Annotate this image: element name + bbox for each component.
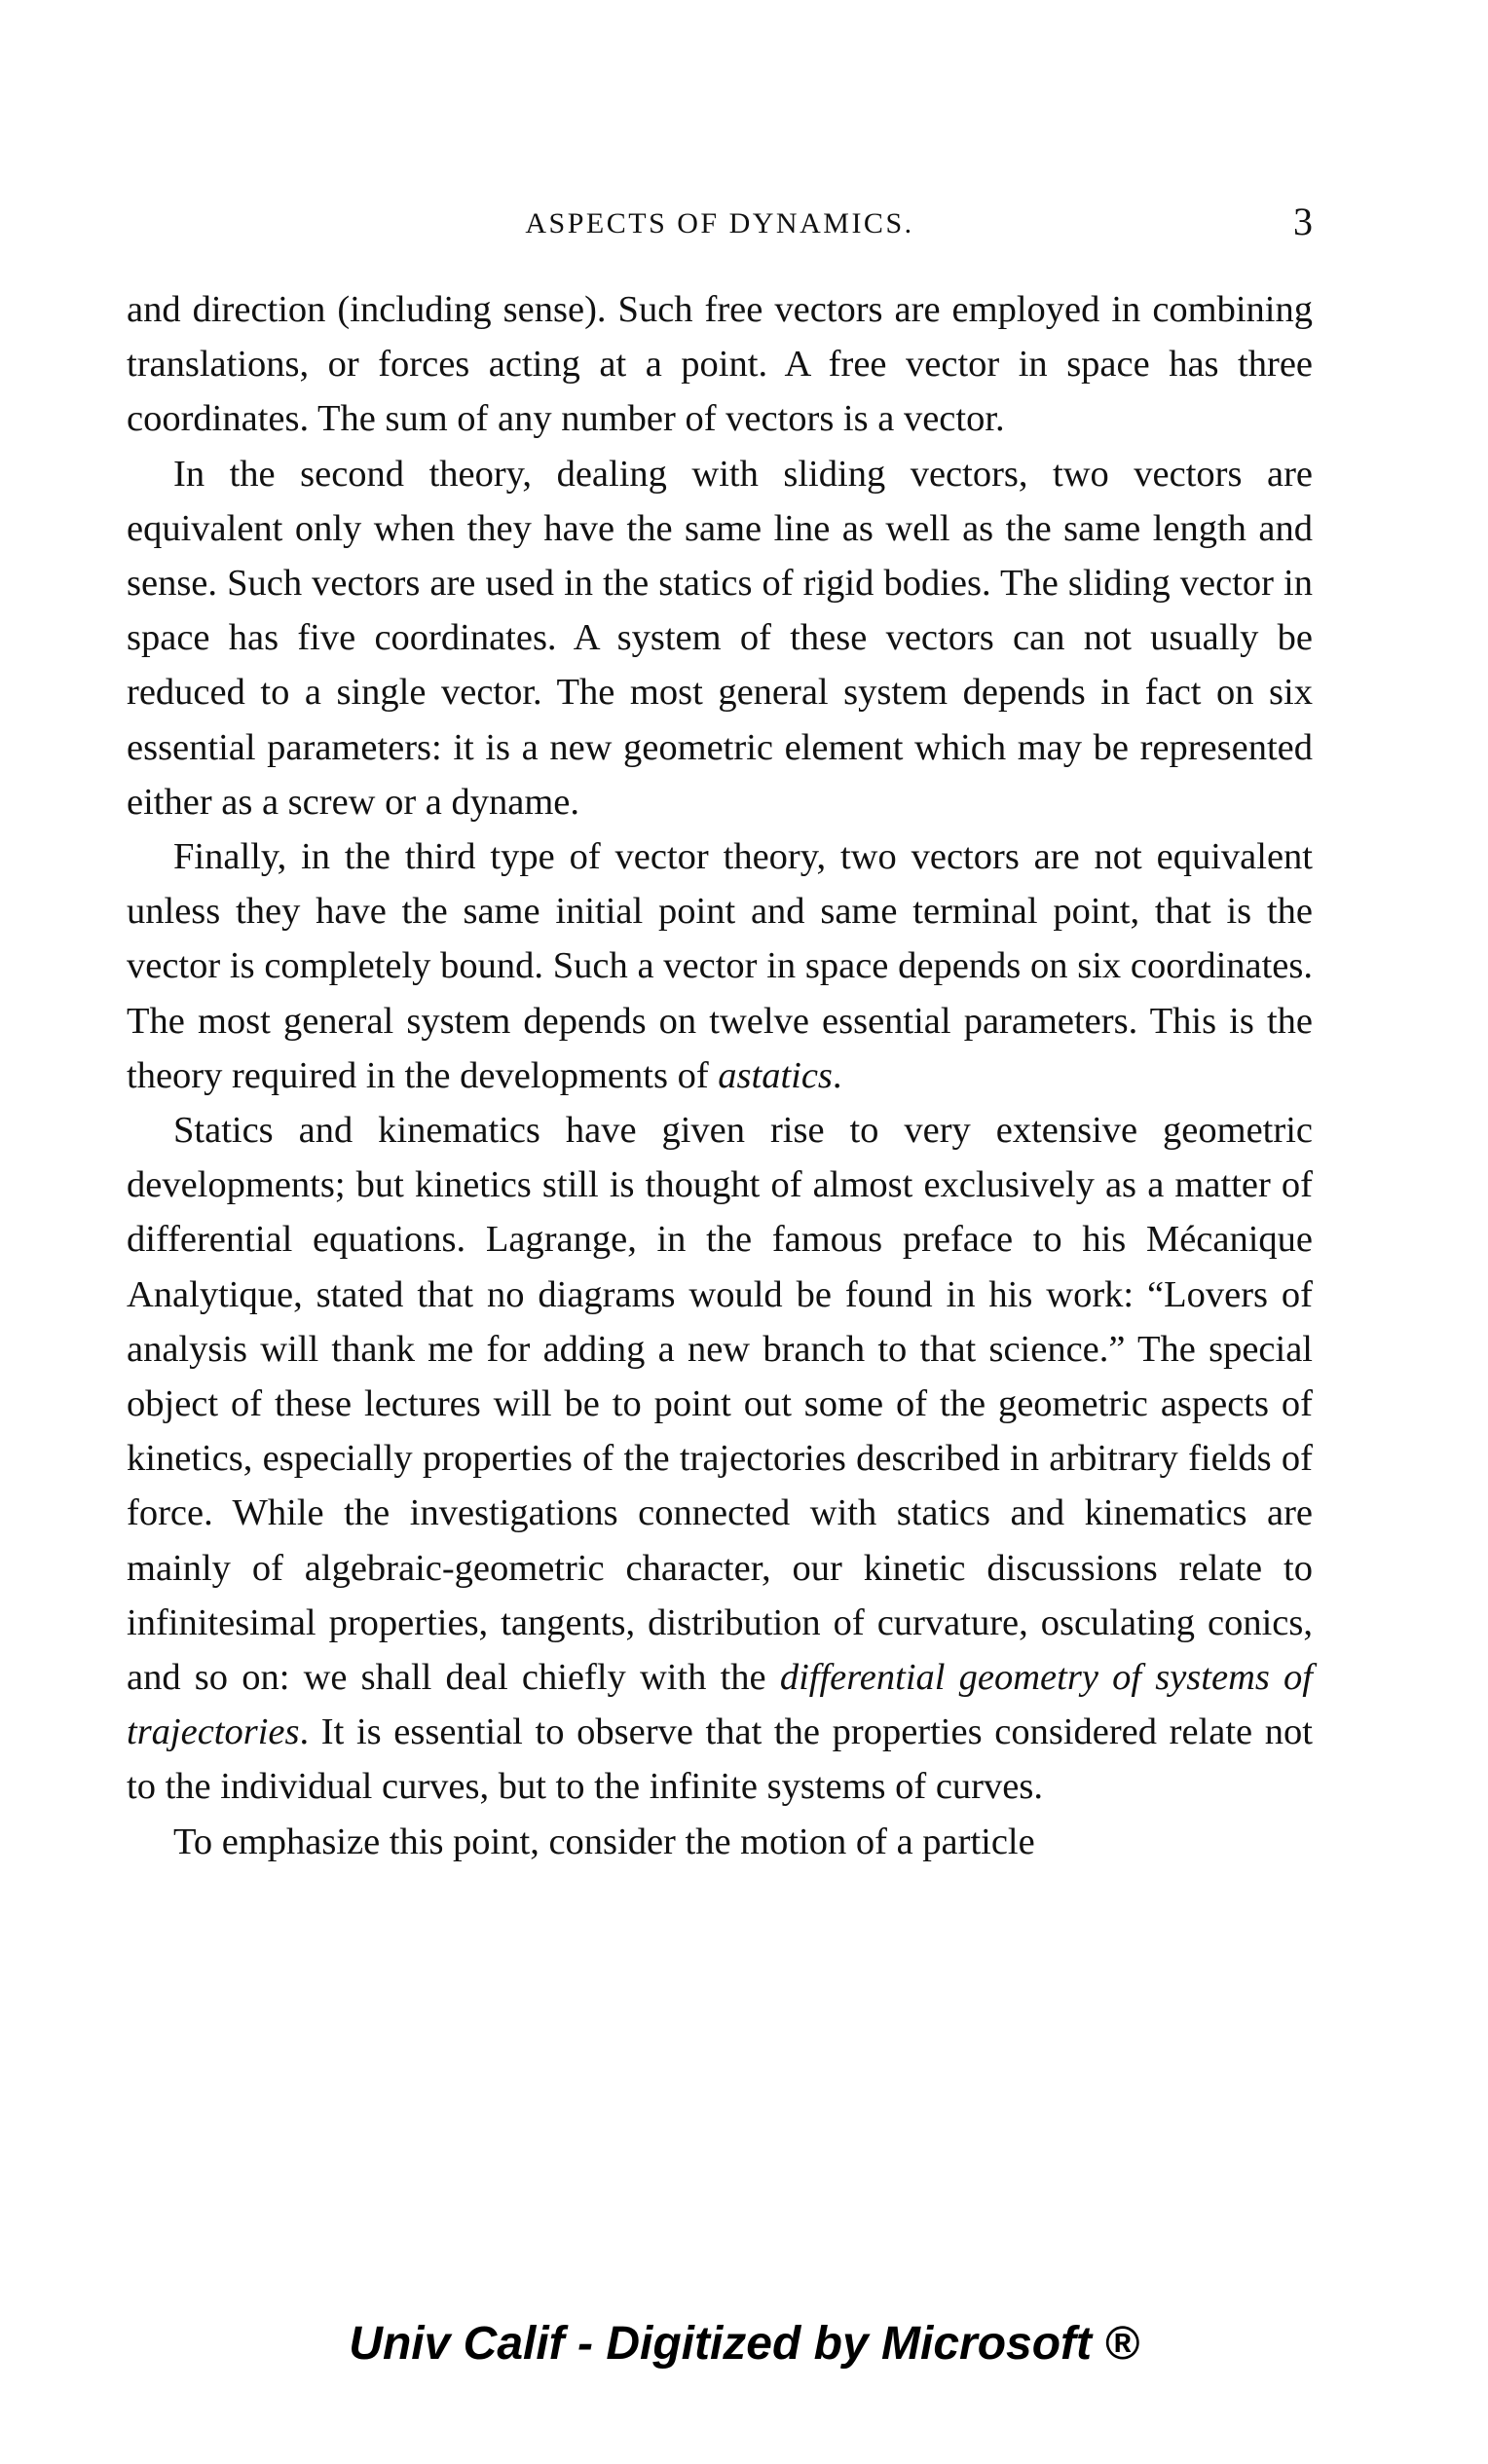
paragraph-text: .: [832, 1054, 842, 1096]
paragraph-text: Finally, in the third type of vector theory, two vectors are not equivalent unless they have the same initial point and same terminal point, that is the vector is completely bound. Such a vector in space depends on six coordinates. The most general system depends on twelve essential parameters. This is the theory required in the developments of: [127, 836, 1313, 1096]
paragraph-text: In the second theory, dealing with sliding vectors, two vectors are equivalent only when they have the same line as well as the same length and sense. Such vectors are used in the statics of rigid bodies. The sliding vector in space has five coordinates. A system of these vectors can not usually be reduced to a single vector. The most general system depends in fact on six essential parameters: it is a new geometric element which may be represented either as a screw or a dyname.: [127, 453, 1313, 823]
paragraph-text: and direction (including sense). Such free vectors are employed in combining translations, or forces acting at a point. A free vector in space has three coordinates. The sum of any number of vectors is a vector.: [127, 289, 1313, 440]
paragraph-text: Statics and kinematics have given rise to very extensive geometric developments; but kinetics still is thought of almost exclusively as a matter of differential equations. Lagrange, in the famous preface to his Mécanique Analytique, stated that no diagrams would be found in his work: “Lovers of analysis will thank me for adding a new branch to that science.” The special object of these lectures will be to point out some of the geometric aspects of kinetics, especially properties of the trajectories described in arbitrary fields of force. While the investigations connected with statics and kinematics are mainly of algebraic-geometric character, our kinetic discussions relate to infinitesimal properties, tangents, distribution of curvature, osculating conics, and so on: we shall deal chiefly with the: [127, 1110, 1313, 1699]
paragraph-3: [127, 829, 1313, 1103]
body-text: [127, 282, 1313, 1869]
paragraph-5: [127, 1815, 1313, 1869]
digitization-watermark: Univ Calif - Digitized by Microsoft ®: [349, 2318, 1139, 2370]
running-title: ASPECTS OF DYNAMICS.: [525, 207, 914, 239]
paragraph-4: [127, 1103, 1313, 1815]
italic-term-astatics: astatics: [718, 1054, 833, 1096]
italic-phrase-differential-geometry: differential geometry of systems of trajectories: [127, 1657, 1313, 1753]
paragraph-text: . It is essential to observe that the properties considered relate not to the individual curves, but to the infinite systems of curves.: [127, 1711, 1313, 1808]
page-number: 3: [1293, 200, 1313, 243]
paragraph-1: [127, 282, 1313, 447]
paragraph-2: [127, 447, 1313, 829]
paragraph-text: To emphasize this point, consider the motion of a particle: [173, 1820, 1035, 1862]
running-head: [127, 202, 1313, 251]
